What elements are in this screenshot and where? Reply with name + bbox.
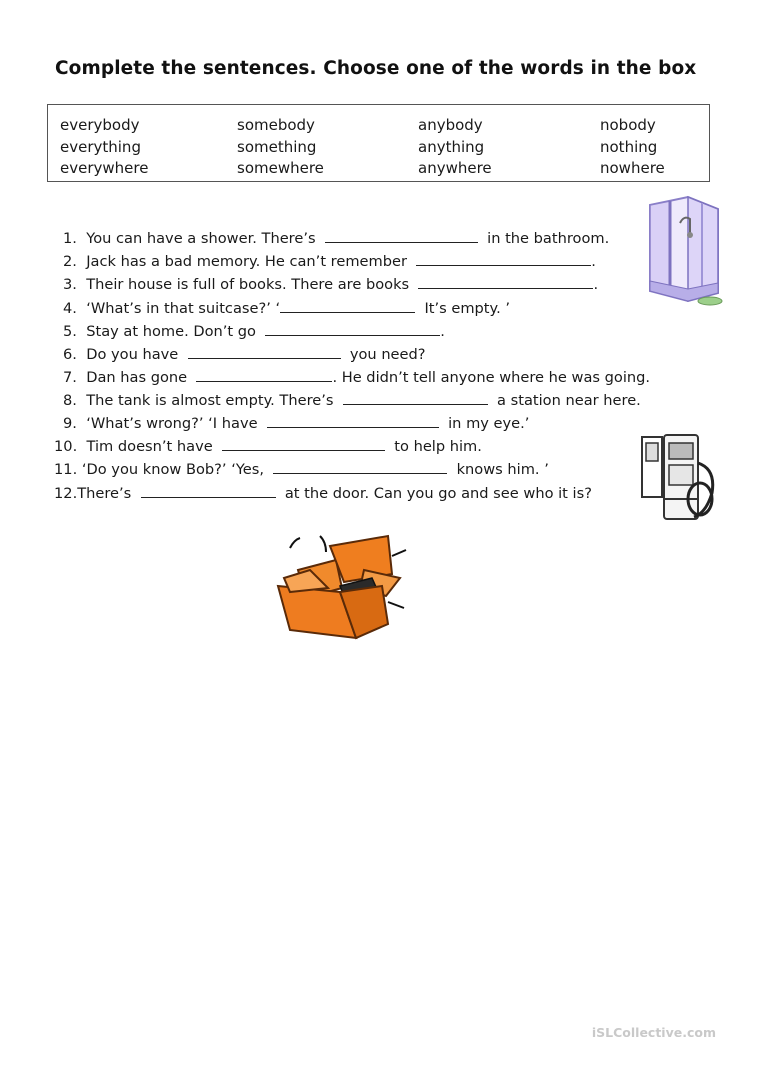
- word-box: [47, 104, 710, 182]
- sentence-3: [63, 274, 598, 295]
- word-item: nowhere: [600, 159, 665, 177]
- sentence-8: [63, 390, 641, 411]
- word-item: somewhere: [237, 159, 324, 177]
- answer-blank[interactable]: [141, 483, 276, 498]
- word-item: nobody: [600, 116, 656, 134]
- sentence-5: [63, 321, 445, 342]
- answer-blank[interactable]: [343, 390, 488, 405]
- sentence-text-before: ‘What’s wrong?’ ‘I have: [86, 415, 258, 432]
- sentence-text-before: The tank is almost empty. There’s: [86, 392, 334, 409]
- shower-cabin-image: [640, 193, 728, 311]
- fuel-pump-image: [640, 433, 718, 525]
- sentence-text-after: knows him. ’: [456, 461, 549, 478]
- sentence-number: 4.: [63, 300, 77, 317]
- word-item: everything: [60, 137, 141, 156]
- word-item: something: [237, 137, 317, 156]
- sentence-text-after: a station near here.: [497, 392, 641, 409]
- answer-blank[interactable]: [280, 298, 415, 313]
- answer-blank[interactable]: [267, 413, 439, 428]
- answer-blank[interactable]: [196, 367, 332, 382]
- sentence-text-before: Do you have: [86, 346, 179, 363]
- watermark: iSLCollective.com: [591, 1025, 716, 1040]
- sentence-1: [63, 228, 609, 249]
- sentence-text-after: It’s empty. ’: [424, 300, 510, 317]
- sentence-9: [63, 413, 529, 434]
- open-box-image: [270, 530, 410, 645]
- word-item: nothing: [600, 137, 658, 156]
- sentence-text-after: .: [440, 323, 445, 340]
- answer-blank[interactable]: [273, 459, 447, 474]
- sentence-text-before: You can have a shower. There’s: [86, 230, 316, 247]
- sentence-text-before: Jack has a bad memory. He can’t remember: [86, 253, 407, 270]
- sentence-text-before: ‘What’s in that suitcase?’ ‘: [86, 300, 281, 317]
- sentence-number: 10.: [54, 438, 78, 455]
- word-item: anybody: [418, 116, 483, 134]
- sentence-12: [54, 483, 592, 504]
- sentence-text-before: There’s: [77, 485, 132, 502]
- word-item: somebody: [237, 116, 315, 134]
- sentence-text-after: to help him.: [394, 438, 482, 455]
- word-column-no: [600, 115, 665, 180]
- sentence-number: 7.: [63, 369, 77, 386]
- sentence-text-after: in the bathroom.: [487, 230, 610, 247]
- sentence-text-before: Dan has gone: [86, 369, 188, 386]
- answer-blank[interactable]: [416, 251, 591, 266]
- word-item: everywhere: [60, 159, 149, 177]
- sentence-7: [63, 367, 650, 388]
- sentence-text-before: ‘Do you know Bob?’ ‘Yes,: [81, 461, 265, 478]
- word-item: everybody: [60, 116, 140, 134]
- answer-blank[interactable]: [265, 321, 440, 336]
- sentence-text-after: you need?: [349, 346, 426, 363]
- word-column-some: [237, 115, 324, 180]
- answer-blank[interactable]: [188, 344, 341, 359]
- sentence-text-after: at the door. Can you go and see who it is?: [284, 485, 592, 502]
- sentence-number: 5.: [63, 323, 77, 340]
- answer-blank[interactable]: [325, 228, 478, 243]
- word-column-any: [418, 115, 492, 180]
- sentence-number: 12.: [54, 485, 78, 502]
- sentence-text-after: in my eye.’: [448, 415, 530, 432]
- answer-blank[interactable]: [418, 274, 593, 289]
- sentence-number: 9.: [63, 415, 77, 432]
- sentence-number: 2.: [63, 253, 77, 270]
- word-item: anything: [418, 137, 485, 156]
- sentence-11: [54, 459, 549, 480]
- sentence-6: [63, 344, 426, 365]
- sentence-text-before: Stay at home. Don’t go: [86, 323, 256, 340]
- answer-blank[interactable]: [222, 436, 385, 451]
- sentence-2: [63, 251, 596, 272]
- sentence-number: 11.: [54, 461, 78, 478]
- sentence-text-after: .: [593, 276, 599, 293]
- sentence-number: 3.: [63, 276, 77, 293]
- sentence-text-before: Tim doesn’t have: [86, 438, 213, 455]
- word-item: anywhere: [418, 159, 492, 177]
- sentence-number: 8.: [63, 392, 77, 409]
- worksheet-title: Complete the sentences. Choose one of the words in the box: [55, 58, 697, 79]
- sentence-text-after: . He didn’t tell anyone where he was going.: [332, 369, 651, 386]
- word-column-every: [60, 115, 148, 180]
- sentence-10: [54, 436, 482, 457]
- sentence-4: [63, 298, 510, 319]
- sentence-number: 6.: [63, 346, 77, 363]
- sentence-text-before: Their house is full of books. There are books: [86, 276, 410, 293]
- sentence-text-after: .: [591, 253, 596, 270]
- sentence-number: 1.: [63, 230, 77, 247]
